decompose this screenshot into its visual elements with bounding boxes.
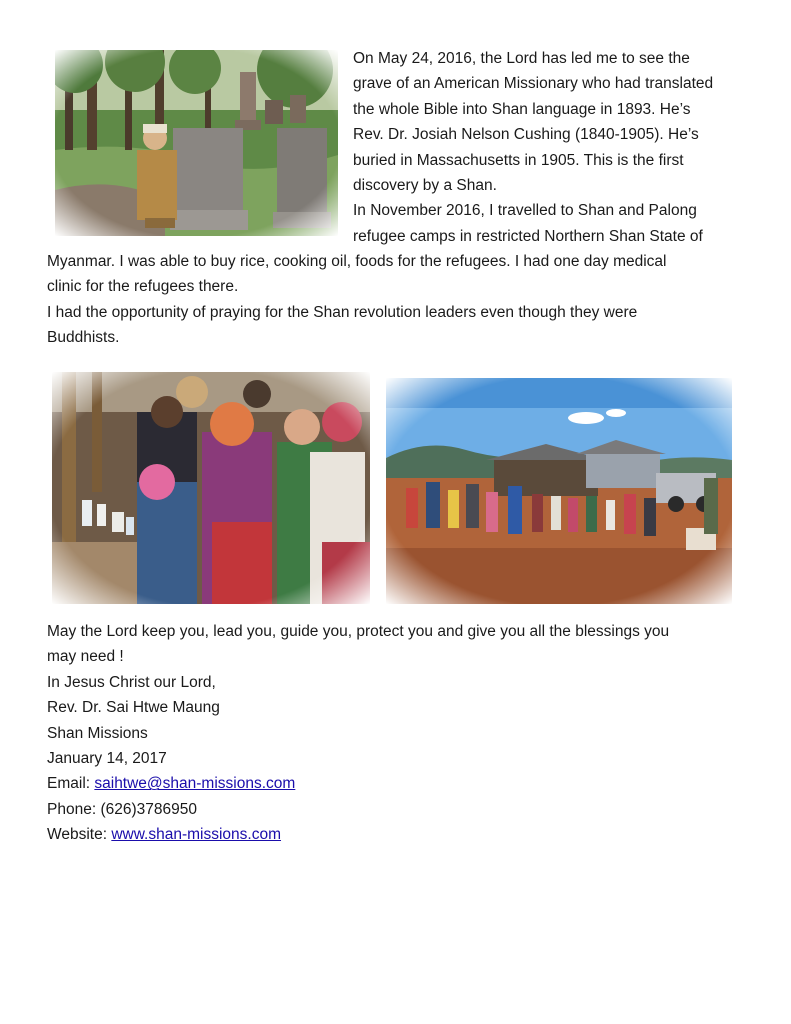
body-line: clinic for the refugees there. xyxy=(47,278,239,296)
phone-line xyxy=(47,797,747,822)
intro-paragraph xyxy=(353,46,753,249)
organization-name: Shan Missions xyxy=(47,724,148,742)
intro-line: refugee camps in restricted Northern Shan State of xyxy=(353,227,703,245)
closing-block xyxy=(47,619,747,848)
website-link[interactable]: www.shan-missions.com xyxy=(111,826,282,844)
phone-label: Phone: xyxy=(47,800,101,818)
email-line xyxy=(47,771,747,796)
email-link[interactable]: saihtwe@shan-missions.com xyxy=(94,775,296,793)
signature-name: Rev. Dr. Sai Htwe Maung xyxy=(47,699,220,717)
intro-line: the whole Bible into Shan language in 1893. He’s xyxy=(353,100,691,118)
website-line xyxy=(47,822,747,847)
distribution-photo xyxy=(386,378,732,604)
body-line: Buddhists. xyxy=(47,329,120,347)
grave-photo xyxy=(55,50,338,236)
intro-line: discovery by a Shan. xyxy=(353,177,497,195)
intro-line: On May 24, 2016, the Lord has led me to see the xyxy=(353,50,690,67)
intro-line: buried in Massachusetts in 1905. This is the first xyxy=(353,151,684,169)
blessing-line: May the Lord keep you, lead you, guide you, protect you and give you all the blessings you xyxy=(47,623,670,640)
email-label: Email: xyxy=(47,775,95,793)
intro-line: grave of an American Missionary who had translated xyxy=(353,75,714,93)
phone-number: (626)3786950 xyxy=(100,800,197,818)
website-label: Website: xyxy=(47,826,112,844)
intro-line: Rev. Dr. Josiah Nelson Cushing (1840-1905). He’s xyxy=(353,126,699,144)
body-line: Myanmar. I was able to buy rice, cooking oil, foods for the refugees. I had one day medical xyxy=(47,253,667,270)
salutation: In Jesus Christ our Lord, xyxy=(47,673,216,691)
body-paragraph xyxy=(47,249,747,351)
intro-line: In November 2016, I travelled to Shan and Palong xyxy=(353,202,697,220)
letter-date: January 14, 2017 xyxy=(47,750,167,768)
blessing-line: may need ! xyxy=(47,648,124,666)
clinic-photo xyxy=(52,372,370,604)
body-line: I had the opportunity of praying for the Shan revolution leaders even though they were xyxy=(47,303,638,321)
